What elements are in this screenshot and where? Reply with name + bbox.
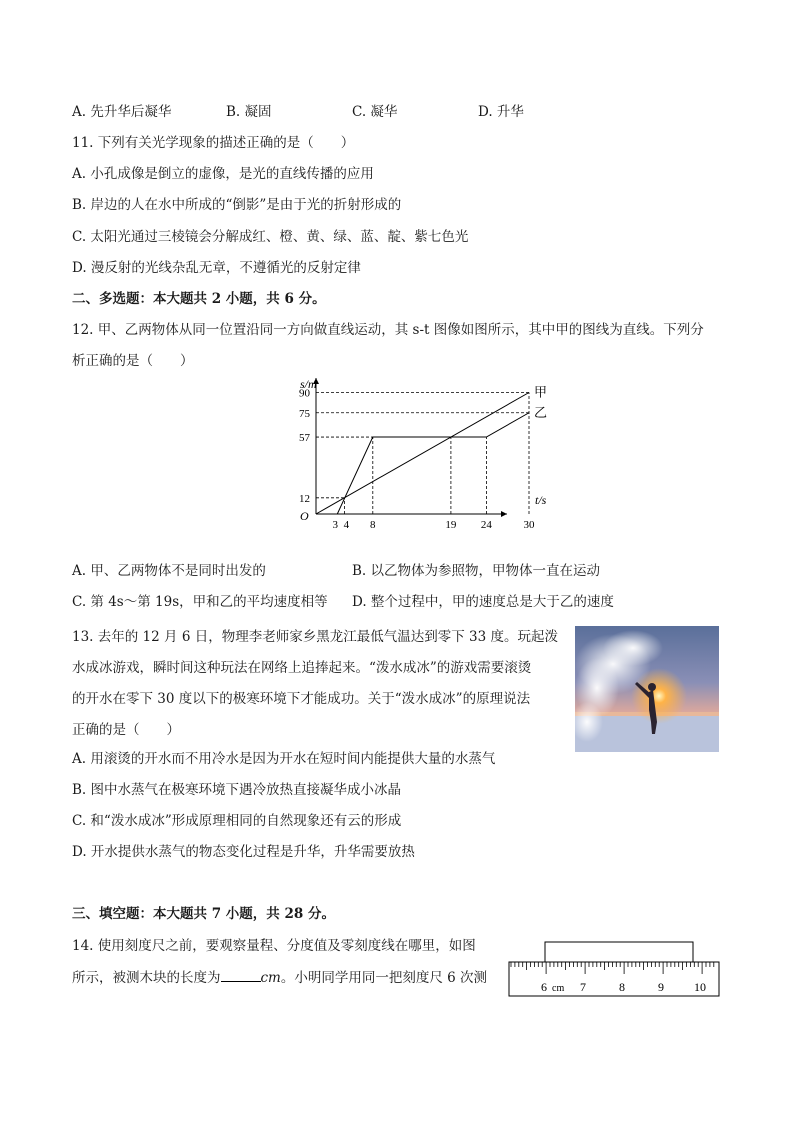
q13-option-d: D. 开水提供水蒸气的物态变化过程是升华，升华需要放热	[72, 844, 415, 860]
unit-cm: cm	[260, 970, 281, 986]
q12-option-a: A. 甲、乙两物体不是同时出发的	[72, 563, 266, 579]
x-tick-label-8: 8	[370, 519, 376, 531]
y-tick-label-90: 90	[299, 387, 310, 400]
x-tick-label-3: 3	[332, 519, 339, 531]
q13-stem-line1: 13. 去年的 12 月 6 日，物理李老师家乡黑龙江最低气温达到零下 33 度。玩起泼	[72, 629, 558, 645]
q12-option-d: D. 整个过程中，甲的速度总是大于乙的速度	[352, 594, 614, 610]
answer-blank[interactable]	[221, 969, 261, 982]
ruler-label-9: 9	[658, 980, 664, 994]
x-tick-label-24: 24	[480, 519, 492, 531]
q11-option-b: B. 岸边的人在水中所成的“倒影”是由于光的折射形成的	[72, 197, 402, 213]
q11-stem: 11. 下列有关光学现象的描述正确的是（ ）	[72, 135, 355, 151]
ruler-label-10: 10	[694, 980, 706, 994]
q12-option-b: B. 以乙物体为参照物，甲物体一直在运动	[352, 563, 601, 579]
q10-option-a: A. 先升华后凝华	[72, 104, 172, 120]
q13-option-a: A. 用滚烫的开水而不用冷水是因为开水在短时间内能提供大量的水蒸气	[72, 751, 496, 767]
q13-option-b: B. 图中水蒸气在极寒环境下遇冷放热直接凝华成小冰晶	[72, 782, 402, 798]
boiling-water-ice-photo	[575, 626, 719, 752]
q12-stem-line1: 12. 甲、乙两物体从同一位置沿同一方向做直线运动，其 s-t 图像如图所示，其中甲的图线为直线。下列分	[72, 322, 704, 338]
series-line-1	[316, 393, 529, 515]
series-label-2: 乙	[534, 404, 548, 420]
q10-option-b: B. 凝固	[226, 104, 272, 120]
q13-stem-line3: 的开水在零下 30 度以下的极寒环境下才能成功。关于“泼水成冰”的原理说法	[72, 691, 531, 707]
q13-stem-line4: 正确的是（ ）	[72, 722, 180, 738]
q11-option-a: A. 小孔成像是倒立的虚像，是光的直线传播的应用	[72, 166, 374, 182]
wood-block	[545, 942, 693, 962]
x-axis-label: t/s	[535, 493, 547, 507]
ruler-diagram	[505, 938, 725, 1000]
y-tick-label-12: 12	[299, 492, 310, 505]
series-line-2	[337, 413, 529, 514]
q13-option-c: C. 和“泼水成冰”形成原理相同的自然现象还有云的形成	[72, 813, 402, 829]
q14-line2-text-b: 。小明同学用同一把刻度尺 6 次测	[280, 970, 488, 986]
section-heading-multiple-choice: 二、多选题：本大题共 2 小题，共 6 分。	[72, 291, 326, 307]
section-heading-fill-in: 三、填空题：本大题共 7 小题，共 28 分。	[72, 906, 335, 922]
x-tick-label-30: 30	[523, 519, 535, 531]
q14-line2	[72, 969, 487, 987]
y-axis-label: s/m	[300, 377, 317, 391]
q11-option-d: D. 漫反射的光线杂乱无章，不遵循光的反射定律	[72, 260, 361, 276]
q11-option-c: C. 太阳光通过三棱镜会分解成红、橙、黄、绿、蓝、靛、紫七色光	[72, 229, 469, 245]
q13-stem-line2: 水成冰游戏，瞬时间这种玩法在网络上追捧起来。“泼水成冰”的游戏需要滚烫	[72, 660, 532, 676]
origin-label: O	[300, 509, 309, 523]
y-tick-label-57: 57	[299, 432, 310, 445]
st-graph	[272, 372, 548, 532]
series-label-1: 甲	[534, 384, 548, 400]
x-tick-label-19: 19	[445, 519, 457, 531]
q12-option-c: C. 第 4s～第 19s，甲和乙的平均速度相等	[72, 594, 328, 610]
q10-option-c: C. 凝华	[352, 104, 398, 120]
q14-line1: 14. 使用刻度尺之前，要观察量程、分度值及零刻度线在哪里，如图	[72, 938, 476, 954]
q12-stem-line2: 析正确的是（ ）	[72, 353, 194, 369]
q14-line2-text-a: 所示，被测木块的长度为	[72, 970, 221, 986]
ruler-label-6: 6	[541, 980, 547, 994]
x-tick-label-4: 4	[343, 519, 350, 531]
y-tick-label-75: 75	[299, 407, 310, 420]
q10-option-d: D. 升华	[478, 104, 524, 120]
ruler-label-7: 7	[580, 980, 586, 994]
ruler-label-cm: cm	[552, 983, 565, 994]
ruler-label-8: 8	[619, 980, 625, 994]
